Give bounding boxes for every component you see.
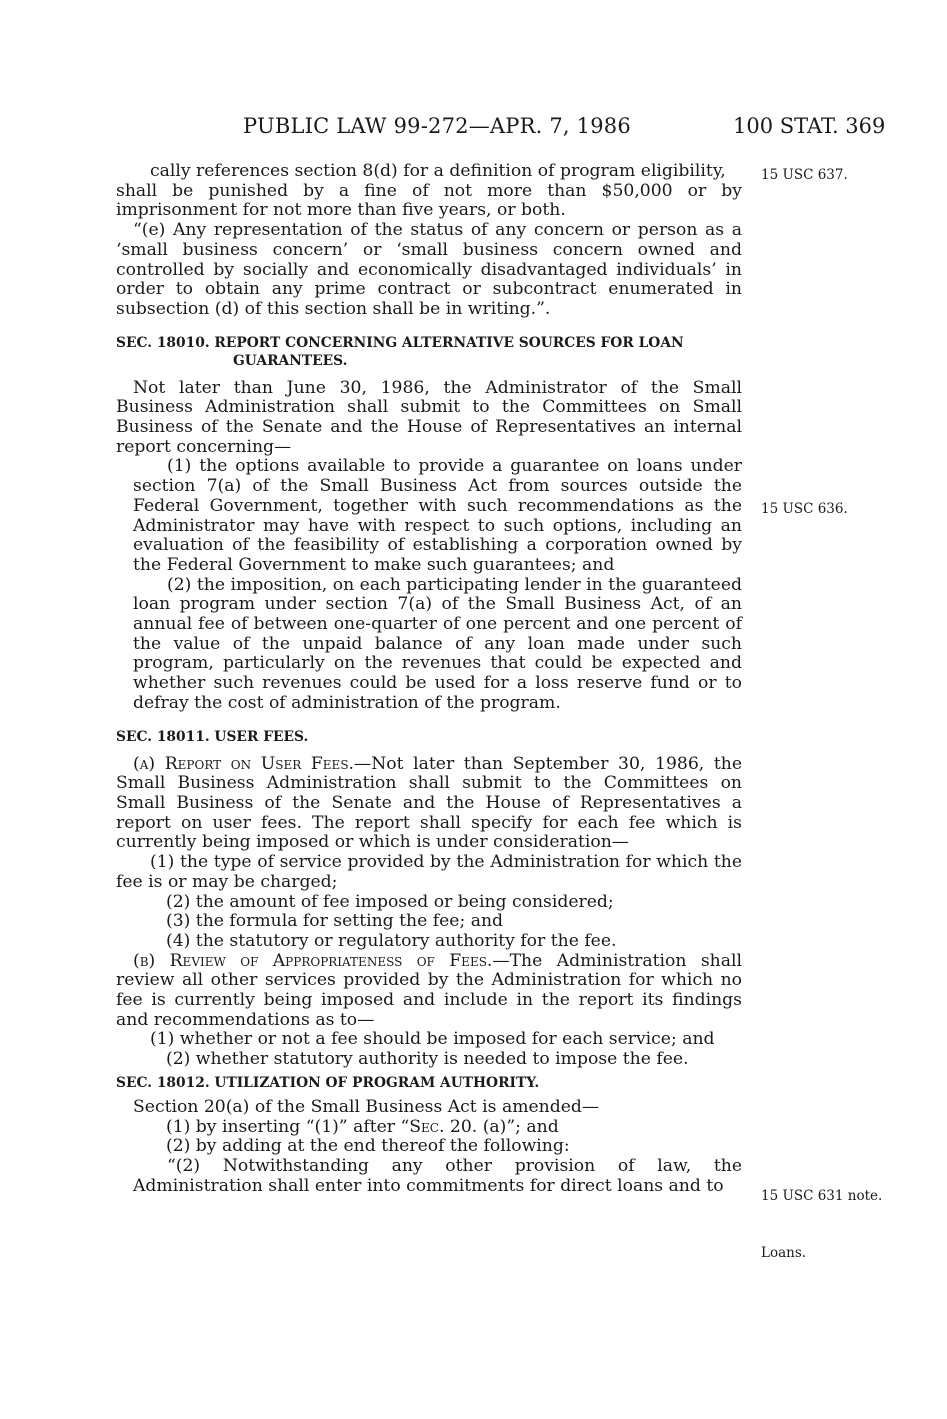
- margin-note-citation: 15 USC 637.: [761, 167, 848, 183]
- list-item: (1) whether or not a fee should be imposed for each service; and: [150, 1029, 715, 1050]
- list-item: (2) the imposition, on each participating lender in the guaranteed loan program under section 7(a) of the Small Business Act, of an annual fee of between one-quarter of one percent and one percent of the value of the unpaid balance of any loan made under such program, particularly on the revenues that could be expected and whether such revenues could be used for a loss reserve fund or to defray the cost of administration of the program.: [133, 574, 742, 713]
- subsection-heading: (b) Review of Appropriateness of Fees.: [133, 950, 493, 971]
- section-heading-line: GUARANTEES.: [233, 352, 348, 369]
- page-header-stat: 100 STAT. 369: [733, 114, 886, 138]
- paragraph: cally references section 8(d) for a definition of program eligibility,: [150, 161, 726, 181]
- list-item: (4) the statutory or regulatory authority for the fee.: [166, 930, 617, 951]
- list-item: (2) the amount of fee imposed or being considered;: [166, 891, 614, 912]
- section-heading: SEC. 18012. UTILIZATION OF PROGRAM AUTHORITY.: [116, 1074, 540, 1091]
- margin-note-citation: 15 USC 636.: [761, 501, 848, 517]
- subsection-heading: (a) Report on User Fees.: [133, 753, 355, 774]
- list-item: [116, 1118, 742, 1138]
- paragraph-text: —The Administration shall review all other services provided by the Administration for which no fee is currently being imposed and include in the report its findings and recommendations as to—: [116, 950, 742, 1030]
- paragraph: [116, 952, 742, 1031]
- list-item: (3) the formula for setting the fee; and: [166, 911, 504, 932]
- paragraph: [116, 755, 742, 854]
- page-header-title: PUBLIC LAW 99-272—APR. 7, 1986: [243, 114, 631, 138]
- paragraph: “(e) Any representation of the status of any concern or person as a ‘small business concern’ or ‘small business concern owned and controlled by socially and economically disadvantaged individuals’ in order to obtain any prime contract or subcontract enumerated in subsection (d) of this section shall be in writing.”.: [116, 220, 742, 319]
- list-item: (2) whether statutory authority is needed to impose the fee.: [166, 1049, 689, 1070]
- paragraph-text: —Not later than September 30, 1986, the Small Business Administration shall submit to the Committees on Small Business of the Senate and the House of Representatives a report on user fees. The report shall specify for each fee which is currently being imposed or which is under consideration—: [116, 753, 743, 853]
- list-item: (1) the type of service provided by the Administration for which the fee is or may be charged;: [116, 852, 742, 892]
- section-heading-line: SEC. 18010. REPORT CONCERNING ALTERNATIVE SOURCES FOR LOAN: [116, 334, 684, 351]
- margin-note-citation: 15 USC 631 note.: [761, 1188, 883, 1204]
- paragraph: Not later than June 30, 1986, the Administrator of the Small Business Administration shall submit to the Committees on Small Business of the Senate and the House of Representatives an internal report concerning—: [116, 377, 742, 457]
- list-item: (1) the options available to provide a guarantee on loans under section 7(a) of the Small Business Act from sources outside the Federal Government, together with such recommendations as the Administrator may have with respect to such options, including an evaluation of the feasibility of establishing a corporation owned by the Federal Government to make such guarantees; and: [133, 456, 742, 575]
- paragraph: shall be punished by a fine of not more than $50,000 or by imprisonment for not more than five years, or both.: [116, 180, 742, 221]
- section-heading: SEC. 18011. USER FEES.: [116, 728, 309, 745]
- list-item: “(2) Notwithstanding any other provision of law, the Administration shall enter into commitments for direct loans and to: [133, 1155, 742, 1196]
- margin-note-topic: Loans.: [761, 1245, 807, 1261]
- body-text: [116, 162, 742, 1196]
- list-item-text: (1) by inserting “(1)” after “: [166, 1116, 410, 1137]
- list-item-text: Sec: [409, 1116, 439, 1137]
- list-item: (2) by adding at the end thereof the following:: [166, 1136, 570, 1157]
- list-item-text: . 20. (a)”; and: [438, 1116, 559, 1137]
- paragraph: Section 20(a) of the Small Business Act is amended—: [133, 1096, 600, 1117]
- section-heading: [116, 334, 742, 370]
